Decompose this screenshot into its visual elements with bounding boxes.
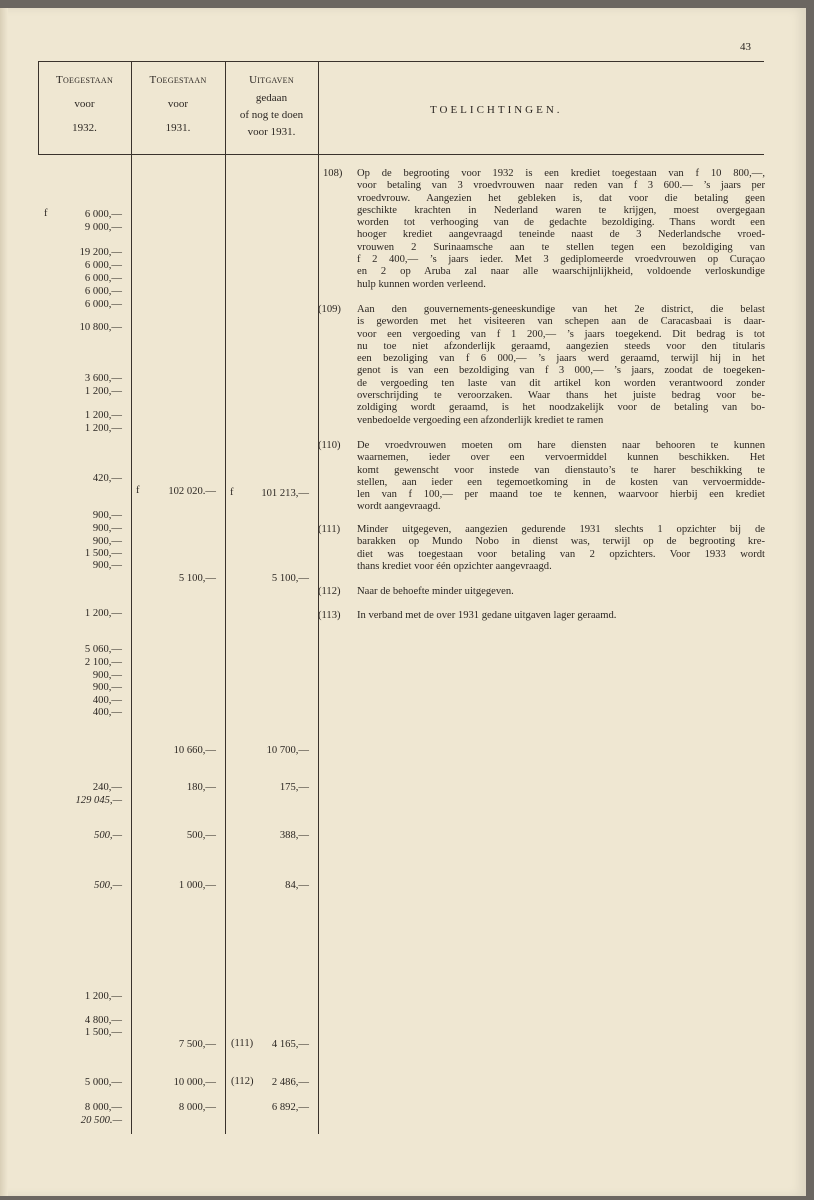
column-divider-3 <box>225 61 226 1134</box>
note-line: voor betaling van 3 vroedvrouwen naar reden van f 3 600.— ’s jaars per <box>357 180 765 192</box>
amount-1932: 3 600,— <box>84 373 122 384</box>
florin-sign: f <box>136 485 140 496</box>
subtotal-1932: 129 045,— <box>75 795 122 806</box>
amount-1932: 6 000,— <box>84 273 122 284</box>
amount-1931: 5 100,— <box>178 573 216 584</box>
amount-1932: 6 000,— <box>84 299 122 310</box>
amount-1932: 1 500,— <box>84 1027 122 1038</box>
note-108 <box>357 168 765 291</box>
amount-1932: 400,— <box>92 707 122 718</box>
amount-1932: 900,— <box>92 670 122 681</box>
note-line: voor een vergoeding van f 1 200,— ’s jaars toegekend. Dit bedrag is tot <box>357 328 765 340</box>
amount-1932: 240,— <box>92 782 122 793</box>
note-line: stellen, aan ieder een tegemoetkoming in de kosten van vervoermidde- <box>357 476 765 488</box>
note-line: de vergoeding ten laste van dit artikel kon worden verantwoord zonder <box>357 377 765 389</box>
header-label: 1931. <box>165 122 191 134</box>
note-ref-109: (109) <box>318 304 341 315</box>
subtotal-1932: 20 500.— <box>80 1115 122 1126</box>
expenditure-1931: 2 486,— <box>271 1077 309 1088</box>
amount-1932: 9 000,— <box>84 222 122 233</box>
note-line: Aan den gouvernements-geneeskundige van het 2e district, die belast <box>357 304 765 315</box>
amount-1932: 1 500,— <box>84 548 122 559</box>
amount-1932: 6 000,— <box>84 209 122 220</box>
expenditure-1931: 175,— <box>279 782 309 793</box>
note-113 <box>357 610 765 622</box>
amount-1931: 7 500,— <box>178 1039 216 1050</box>
header-label: Toegestaan <box>55 74 114 86</box>
note-109 <box>357 304 765 427</box>
header-label: of nog te doen <box>239 109 304 121</box>
header-bottom-rule <box>38 154 764 155</box>
amount-1932: 900,— <box>92 560 122 571</box>
note-line: Naar de behoefte minder uitgegeven. <box>357 586 514 597</box>
amount-1931: 102 020.— <box>168 486 216 497</box>
note-line: barakken op Mundo Nobo in dienst was, terwijl op de begrooting kre- <box>357 536 765 548</box>
note-line: en 2 op Aruba zal naar alle waarschijnlijkheid, voldoende verloskundige <box>357 266 765 278</box>
amount-1932: 1 200,— <box>84 423 122 434</box>
page-number: 43 <box>740 41 751 53</box>
column-divider-4 <box>318 61 319 1134</box>
amount-1932: 2 100,— <box>84 657 122 668</box>
amount-1932: 900,— <box>92 510 122 521</box>
note-line: genot is van een bezoldiging van f 3 000,— ’s jaars, zoodat de toegeken- <box>357 365 765 377</box>
note-line: hooger krediet aangevraagd teneinde naast de 3 Nederlandsche vroed- <box>357 229 765 241</box>
note-ref-110: (110) <box>318 440 341 451</box>
expenditure-1931: 5 100,— <box>271 573 309 584</box>
header-label: Toegestaan <box>149 74 207 86</box>
amount-1931: 10 000,— <box>173 1077 216 1088</box>
amount-1932: 6 000,— <box>84 286 122 297</box>
note-110 <box>357 440 765 514</box>
amount-1931: 10 660,— <box>173 745 216 756</box>
note-line: thans krediet voor één opzichter aangevraagd. <box>357 560 552 572</box>
note-line: vroedvrouw. Aangezien het gebleken is, dat voor die betaling geen <box>357 192 765 204</box>
amount-1932: 900,— <box>92 536 122 547</box>
amount-1931: 500,— <box>186 830 216 841</box>
expenditure-1931: 6 892,— <box>271 1102 309 1113</box>
note-line: len van f 100,— per maand toe te kennen, waarvoor hierbij een krediet <box>357 489 765 501</box>
amount-1932: 1 200,— <box>84 608 122 619</box>
note-ref-108: 108) <box>323 168 343 179</box>
amount-1932: 10 800,— <box>79 322 122 333</box>
expenditure-1931: 4 165,— <box>271 1039 309 1050</box>
amount-1932: 4 800,— <box>84 1015 122 1026</box>
note-line: nu toe niet afzonderlijk geraamd, aangezien steeds voor den titularis <box>357 340 765 352</box>
note-ref-113: (113) <box>318 610 341 621</box>
column-divider-2 <box>131 61 132 1134</box>
amount-1931: 180,— <box>186 782 216 793</box>
expenditure-1931: 388,— <box>279 830 309 841</box>
note-line: diet was toegestaan voor betaling van 2 opzichters. Voor 1933 wordt <box>357 548 765 560</box>
header-label: Uitgaven <box>249 74 294 86</box>
note-reference: (111) <box>231 1038 254 1049</box>
amount-1932: 400,— <box>92 695 122 706</box>
expenditure-1931: 84,— <box>285 880 309 891</box>
note-line: geschikte krachten in Nederland waren te krijgen, moest overgegaan <box>357 204 765 216</box>
page-left-edge <box>0 8 8 1196</box>
note-line: overschrijding te veroorzaken. Waar thans het juiste bedrag voor be- <box>357 390 765 402</box>
amount-1932: 500,— <box>94 880 122 891</box>
header-toegestaan-1931 <box>131 72 225 136</box>
note-line: De vroedvrouwen moeten om hare diensten naar behooren te kunnen <box>357 440 765 451</box>
amount-1932: 420,— <box>92 473 122 484</box>
amount-1932: 900,— <box>92 523 122 534</box>
header-label: voor <box>167 98 189 110</box>
amount-1932: 5 000,— <box>84 1077 122 1088</box>
note-ref-112: (112) <box>318 586 341 597</box>
amount-1932: 6 000,— <box>84 260 122 271</box>
note-line: f 2 400,— ’s jaars ieder. Met 3 gediplomeerde vroedvrouwen op Curaçao <box>357 254 765 266</box>
top-rule <box>38 61 764 62</box>
florin-sign: f <box>230 487 234 498</box>
note-line: hulp kunnen worden verleend. <box>357 278 486 290</box>
note-line: is geworden met het visiteeren van schepen aan de Caracasbaai is daar- <box>357 316 765 328</box>
header-toelichtingen: TOELICHTINGEN. <box>430 104 563 116</box>
header-label: voor <box>74 98 95 110</box>
amount-1932: 5 060,— <box>84 644 122 655</box>
header-label: 1932. <box>72 122 97 134</box>
note-112 <box>357 586 765 598</box>
amount-1932: 500,— <box>94 830 122 841</box>
amount-1932: 8 000,— <box>84 1102 122 1113</box>
note-111 <box>357 524 765 573</box>
amount-1931: 1 000,— <box>178 880 216 891</box>
header-toegestaan-1932 <box>38 72 131 136</box>
note-line: waarnemen, ieder over een vervoermiddel kunnen beschikken. Het <box>357 452 765 464</box>
note-reference: (112) <box>231 1076 254 1087</box>
amount-1932: 1 200,— <box>84 991 122 1002</box>
note-line: Minder uitgegeven, aangezien gedurende 1931 slechts 1 opzichter bij de <box>357 524 765 535</box>
expenditure-1931: 101 213,— <box>261 488 309 499</box>
note-line: een bezoliging van f 6 000,— ’s jaars werd geraamd, terwijl hij in het <box>357 353 765 365</box>
florin-sign: f <box>44 208 48 219</box>
amount-1931: 8 000,— <box>178 1102 216 1113</box>
amount-1932: 1 200,— <box>84 410 122 421</box>
note-line: venbedoelde vergoeding een afzonderlijk krediet te ramen <box>357 414 604 426</box>
header-label: voor 1931. <box>247 126 296 138</box>
note-line: zoldiging wordt geraamd, is het noodzakelijk voor de betaling van bo- <box>357 402 765 414</box>
note-line: komt gewenscht voor instede van dienstauto’s te harer beschikking te <box>357 464 765 476</box>
note-line: worden tot verhooging van de gedachte bezoldiging. Thans wordt een <box>357 217 765 229</box>
note-line: vrouwen 2 Surinaamsche aan te stellen tegen een bezoldiging van <box>357 241 765 253</box>
note-line: Op de begrooting voor 1932 is een krediet toegestaan van f 10 800,—, <box>357 168 765 179</box>
note-line: In verband met de over 1931 gedane uitgaven lager geraamd. <box>357 610 617 621</box>
header-label: gedaan <box>255 92 288 104</box>
header-uitgaven <box>225 72 318 140</box>
amount-1932: 1 200,— <box>84 386 122 397</box>
document-page <box>0 8 806 1196</box>
amount-1932: 900,— <box>92 682 122 693</box>
expenditure-1931: 10 700,— <box>266 745 309 756</box>
amount-1932: 19 200,— <box>79 247 122 258</box>
note-ref-111: (111) <box>318 524 341 535</box>
note-line: wordt aangevraagd. <box>357 501 441 513</box>
